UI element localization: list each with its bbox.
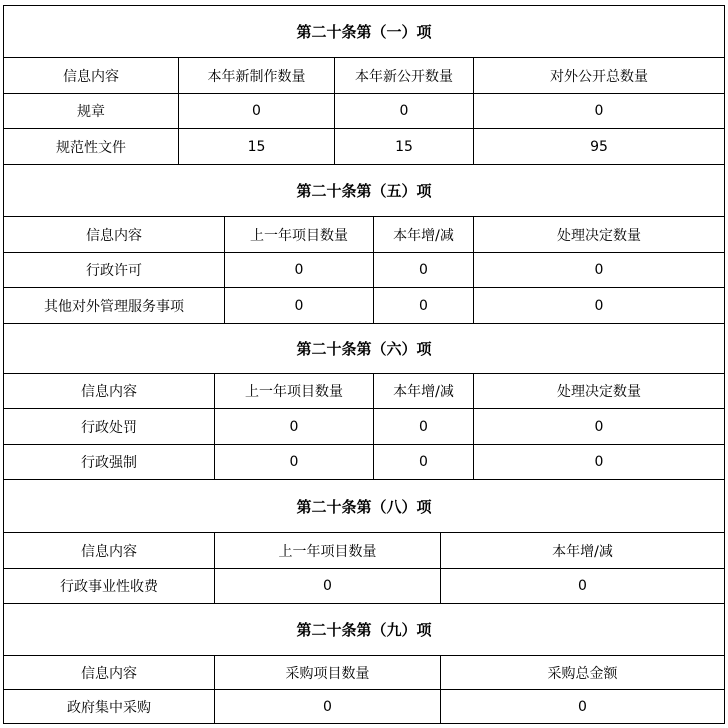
section-title: 第二十条第（八）项 [4,480,725,533]
value-cell: 0 [374,445,474,480]
section-title: 第二十条第（九）项 [4,604,725,656]
header-cell: 信息内容 [4,58,179,94]
value-cell: 0 [474,288,725,324]
row-label: 行政处罚 [4,409,215,445]
value-cell: 0 [374,253,474,288]
table-row [4,690,725,724]
header-cell: 上一年项目数量 [215,374,374,409]
value-cell: 0 [215,690,441,724]
value-cell: 0 [179,94,335,129]
table-row [4,409,725,445]
section-table-3 [3,323,725,480]
value-cell: 0 [374,288,474,324]
value-cell: 0 [225,288,374,324]
value-cell: 0 [215,445,374,480]
section-table-2 [3,164,725,324]
row-label: 规章 [4,94,179,129]
section-title: 第二十条第（五）项 [4,165,725,217]
value-cell: 0 [215,409,374,445]
value-cell: 15 [179,129,335,165]
header-cell: 采购总金额 [441,656,725,690]
header-cell: 本年新公开数量 [335,58,474,94]
table-row [4,288,725,324]
section-table-4 [3,479,725,604]
value-cell: 0 [474,253,725,288]
header-cell: 处理决定数量 [474,374,725,409]
header-cell: 信息内容 [4,217,225,253]
header-cell: 上一年项目数量 [225,217,374,253]
section-title: 第二十条第（六）项 [4,324,725,374]
row-label: 其他对外管理服务事项 [4,288,225,324]
header-cell: 对外公开总数量 [474,58,725,94]
table-row [4,569,725,604]
value-cell: 15 [335,129,474,165]
header-cell: 信息内容 [4,533,215,569]
value-cell: 0 [441,690,725,724]
section-table-1 [3,5,725,165]
header-cell: 信息内容 [4,374,215,409]
header-cell: 上一年项目数量 [215,533,441,569]
value-cell: 95 [474,129,725,165]
row-label: 行政事业性收费 [4,569,215,604]
table-row [4,129,725,165]
value-cell: 0 [441,569,725,604]
row-label: 行政许可 [4,253,225,288]
header-cell: 本年增/减 [374,217,474,253]
row-label: 政府集中采购 [4,690,215,724]
value-cell: 0 [474,94,725,129]
header-cell: 本年新制作数量 [179,58,335,94]
table-row [4,445,725,480]
row-label: 规范性文件 [4,129,179,165]
header-cell: 本年增/减 [441,533,725,569]
value-cell: 0 [474,409,725,445]
row-label: 行政强制 [4,445,215,480]
value-cell: 0 [374,409,474,445]
table-row [4,94,725,129]
header-cell: 本年增/减 [374,374,474,409]
table-row [4,253,725,288]
value-cell: 0 [225,253,374,288]
section-title: 第二十条第（一）项 [4,6,725,58]
header-cell: 信息内容 [4,656,215,690]
section-table-5 [3,603,725,724]
header-cell: 处理决定数量 [474,217,725,253]
header-cell: 采购项目数量 [215,656,441,690]
value-cell: 0 [215,569,441,604]
value-cell: 0 [474,445,725,480]
value-cell: 0 [335,94,474,129]
